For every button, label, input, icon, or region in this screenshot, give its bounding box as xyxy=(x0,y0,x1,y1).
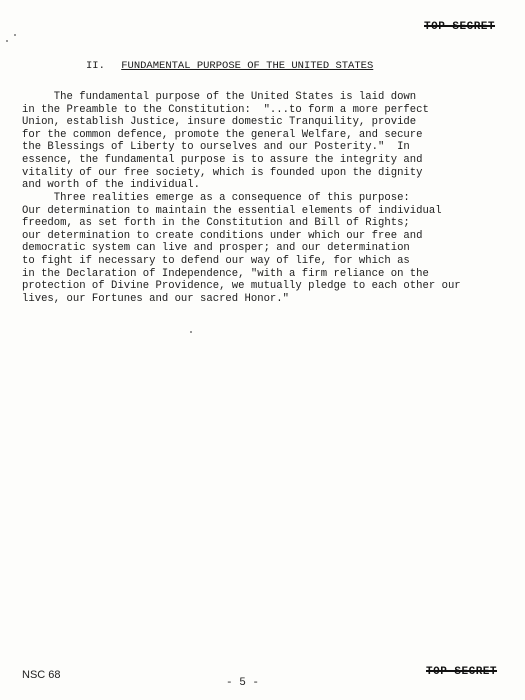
top-classification-marking: TOP SECRET xyxy=(424,21,496,33)
section-heading xyxy=(86,60,373,72)
paragraph-line: the Blessings of Liberty to ourselves and our Posterity." In xyxy=(22,141,410,154)
paragraph-line: vitality of our free society, which is founded upon the dignity xyxy=(22,166,423,179)
paragraph-line: protection of Divine Providence, we mutually pledge to each other our xyxy=(22,280,461,293)
paragraph-line: lives, our Fortunes and our sacred Honor." xyxy=(22,292,290,305)
paper-speck xyxy=(190,331,192,333)
section-title: FUNDAMENTAL PURPOSE OF THE UNITED STATES xyxy=(121,60,374,72)
paragraph-line: for the common defence, promote the general Welfare, and secure xyxy=(22,128,423,141)
paragraph-line: Our determination to maintain the essential elements of individual xyxy=(22,204,442,217)
paragraph-line: Union, establish Justice, insure domestic Tranquility, provide xyxy=(22,116,417,129)
paragraph-line: and worth of the individual. xyxy=(22,179,201,192)
paragraph-line: our determination to create conditions under which our free and xyxy=(22,229,423,242)
paragraph-line: to fight if necessary to defend our way of life, for which as xyxy=(22,254,410,267)
paragraph-fundamental-purpose xyxy=(22,91,429,192)
paper-speck xyxy=(14,34,16,36)
paragraph-three-realities xyxy=(22,192,461,305)
paper-speck xyxy=(6,40,8,42)
paragraph-line: essence, the fundamental purpose is to assure the integrity and xyxy=(22,153,423,166)
paragraph-line: Three realities emerge as a consequence of this purpose: xyxy=(22,192,410,204)
page-number: - 5 - xyxy=(226,677,260,689)
section-number: II. xyxy=(86,60,105,72)
document-id: NSC 68 xyxy=(22,669,61,681)
paragraph-line: freedom, as set forth in the Constitution and Bill of Rights; xyxy=(22,217,410,230)
paragraph-line: in the Declaration of Independence, "with a firm reliance on the xyxy=(22,267,429,280)
paragraph-line: in the Preamble to the Constitution: "...to form a more perfect xyxy=(22,103,429,116)
paragraph-line: The fundamental purpose of the United States is laid down xyxy=(22,91,417,103)
bottom-classification-marking: TOP SECRET xyxy=(426,666,498,678)
paragraph-line: democratic system can live and prosper; and our determination xyxy=(22,242,410,255)
